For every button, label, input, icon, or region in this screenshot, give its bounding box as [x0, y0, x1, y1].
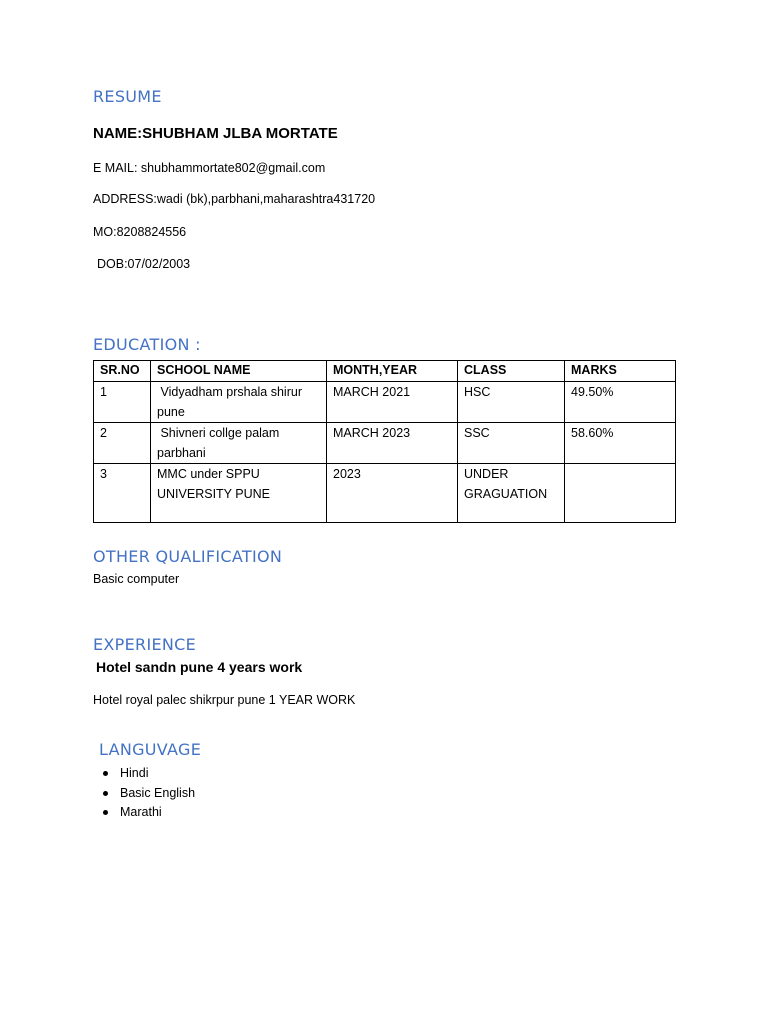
list-item [93, 784, 195, 804]
list-item [93, 764, 195, 784]
language-label: Marathi [120, 805, 162, 819]
other-qualification-text: Basic computer [93, 572, 180, 586]
name-line: NAME:SHUBHAM JLBA MORTATE [93, 125, 338, 142]
col-header-month-year: MONTH,YEAR [327, 361, 458, 382]
language-heading: LANGUVAGE [99, 740, 202, 759]
school-line-2: UNIVERSITY PUNE [157, 487, 270, 501]
cell-school-name [151, 423, 327, 464]
table-row [94, 464, 676, 523]
cell-class [458, 382, 565, 423]
col-header-school-name: SCHOOL NAME [151, 361, 327, 382]
language-label: Hindi [120, 766, 149, 780]
mobile-line: MO:8208824556 [93, 225, 187, 239]
cell-school-name [151, 382, 327, 423]
cell-srno: 2 [94, 423, 151, 464]
cell-marks: 58.60% [565, 423, 676, 464]
class-line-1: UNDER [464, 467, 509, 481]
class-line-2: GRAGUATION [464, 487, 548, 501]
cell-class [458, 423, 565, 464]
dob-line: DOB:07/02/2003 [97, 257, 191, 271]
school-line-1: Shivneri collge palam [157, 426, 280, 440]
cell-month-year: 2023 [327, 464, 458, 523]
other-qualification-heading: OTHER QUALIFICATION [93, 547, 283, 566]
table-row [94, 423, 676, 464]
table-header-row [94, 361, 676, 382]
resume-title: RESUME [93, 87, 162, 106]
experience-item-2: Hotel royal palec shikrpur pune 1 YEAR WORK [93, 693, 356, 707]
bullet-icon [103, 810, 108, 815]
experience-item-1: Hotel sandn pune 4 years work [96, 659, 303, 675]
language-list [93, 764, 195, 823]
education-heading: EDUCATION : [93, 335, 201, 354]
cell-class [458, 464, 565, 523]
school-line-2: parbhani [157, 446, 206, 460]
address-line: ADDRESS:wadi (bk),parbhani,maharashtra431720 [93, 192, 376, 206]
experience-heading: EXPERIENCE [93, 635, 197, 654]
school-line-1: MMC under SPPU [157, 467, 260, 481]
school-line-2: pune [157, 405, 185, 419]
col-header-srno: SR.NO [94, 361, 151, 382]
school-line-1: Vidyadham prshala shirur [157, 385, 302, 399]
bullet-icon [103, 771, 108, 776]
class-line-1: HSC [464, 385, 491, 399]
col-header-marks: MARKS [565, 361, 676, 382]
cell-srno: 3 [94, 464, 151, 523]
cell-month-year: MARCH 2021 [327, 382, 458, 423]
cell-marks: 49.50% [565, 382, 676, 423]
cell-school-name [151, 464, 327, 523]
email-line: E MAIL: shubhammortate802@gmail.com [93, 161, 326, 175]
table-row [94, 382, 676, 423]
class-line-1: SSC [464, 426, 490, 440]
language-label: Basic English [120, 785, 196, 800]
list-item [93, 803, 195, 823]
cell-srno: 1 [94, 382, 151, 423]
education-table [93, 360, 676, 523]
bullet-icon [103, 791, 108, 796]
col-header-class: CLASS [458, 361, 565, 382]
cell-month-year: MARCH 2023 [327, 423, 458, 464]
cell-marks [565, 464, 676, 523]
